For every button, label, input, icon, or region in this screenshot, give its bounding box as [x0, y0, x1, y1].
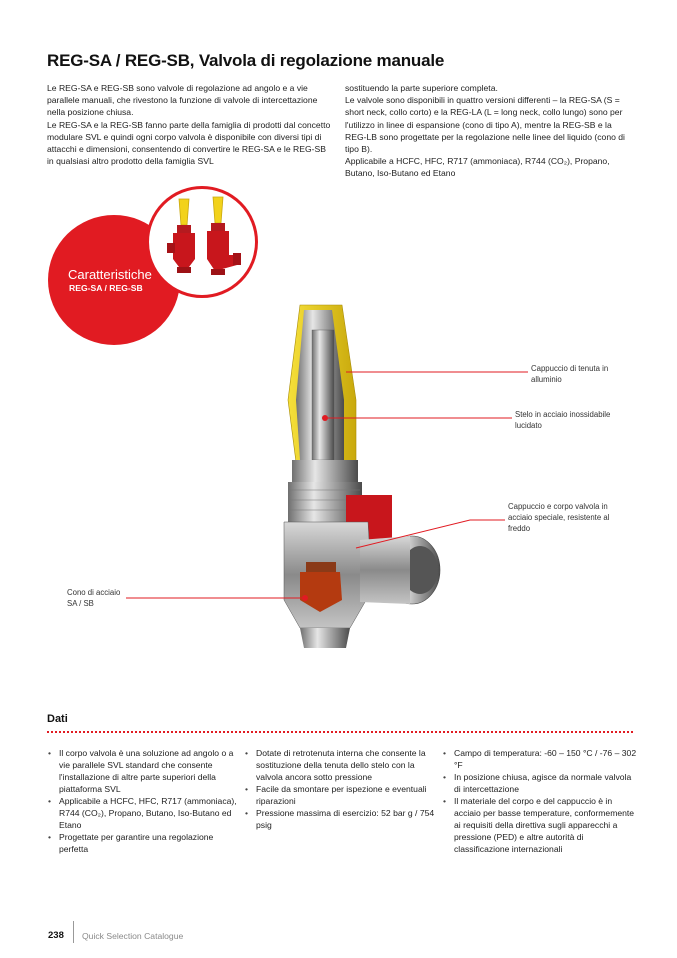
- badge-title: Caratteristiche: [68, 267, 152, 282]
- callout-cone: Cono di acciaio SA / SB: [67, 588, 121, 608]
- list-item: • Applicabile a HCFC, HFC, R717 (ammoniaca), R744 (CO₂), Propano, Butano, Iso-Butano ed Etano: [47, 795, 242, 831]
- list-item: • Dotate di retrotenuta interna che consente la sostituzione della tenuta dello stelo con la valvola ancora sotto pressione: [244, 747, 439, 783]
- list-item: • In posizione chiusa, agisce da normale valvola di intercettazione: [442, 771, 637, 795]
- page-number: 238: [48, 930, 64, 941]
- intro-paragraph: Le REG-SA e REG-SB sono valvole di regolazione ad angolo e a vie parallele manuali, che rivestono la funzione di valvole di intercettazione nella posizione chiusa.: [47, 83, 318, 118]
- intro-paragraph: Applicabile a HCFC, HFC, R717 (ammoniaca), R744 (CO₂), Propano, Butano, Iso-Butano ed Etano: [345, 156, 610, 179]
- marker-dot: [302, 595, 308, 601]
- list-item: • Progettate per garantire una regolazione perfetta: [47, 831, 242, 855]
- list-item: • Pressione massima di esercizio: 52 bar g / 754 psig: [244, 807, 439, 831]
- intro-paragraph: sostituendo la parte superiore completa.: [345, 83, 498, 93]
- data-list-column-1: [47, 747, 242, 855]
- section-title-dati: Dati: [47, 713, 68, 725]
- list-item: • Il materiale del corpo e del cappuccio è in acciaio per basse temperature, conformemente ai requisiti della direttiva sugli apparecchi a pressione (PED) e altre autorità di classificazione internazionali: [442, 795, 637, 855]
- dotted-divider: [47, 731, 633, 733]
- marker-dot: [322, 415, 328, 421]
- list-item: • Il corpo valvola è una soluzione ad angolo o a vie parallele SVL standard che consente l'installazione di altre parte superiori della piattaforma SVL: [47, 747, 242, 795]
- list-item: • Campo di temperatura: -60 – 150 °C / -76 – 302 °F: [442, 747, 637, 771]
- footer-catalogue-title: Quick Selection Catalogue: [82, 931, 184, 941]
- callout-cap: Cappuccio di tenuta in alluminio: [531, 364, 609, 384]
- data-list-column-3: [442, 747, 637, 855]
- footer-divider: [73, 921, 74, 943]
- intro-paragraph: Le valvole sono disponibili in quattro versioni differenti – la REG-SA (S = short neck, collo corto) e la REG-LA (L = long neck, collo lungo) sono per l'utilizzo in linee di espansione (cono di tipo A), mentre la REG-SB e la REG-LB sono progettate per la regolazione nelle linee del liquido (cono di tipo B).: [345, 95, 625, 155]
- callout-stem: Stelo in acciaio inossidabile lucidato: [515, 410, 611, 430]
- page-title: REG-SA / REG-SB, Valvola di regolazione manuale: [47, 51, 445, 70]
- badge-subtitle: REG-SA / REG-SB: [69, 283, 143, 293]
- callout-body: Cappuccio e corpo valvola in acciaio speciale, resistente al freddo: [508, 502, 610, 533]
- intro-paragraph: Le REG-SA e la REG-SB fanno parte della famiglia di prodotti dal concetto modulare SVL e quindi ogni corpo valvola è disponibile con diversi tipi di attacchi e dimensioni, consentendo di convertire le REG-SA e le REG-SB in qualsiasi altro prodotto della famiglia SVL: [47, 119, 331, 167]
- list-item: • Facile da smontare per ispezione e eventuali riparazioni: [244, 783, 439, 807]
- data-list-column-2: [244, 747, 439, 831]
